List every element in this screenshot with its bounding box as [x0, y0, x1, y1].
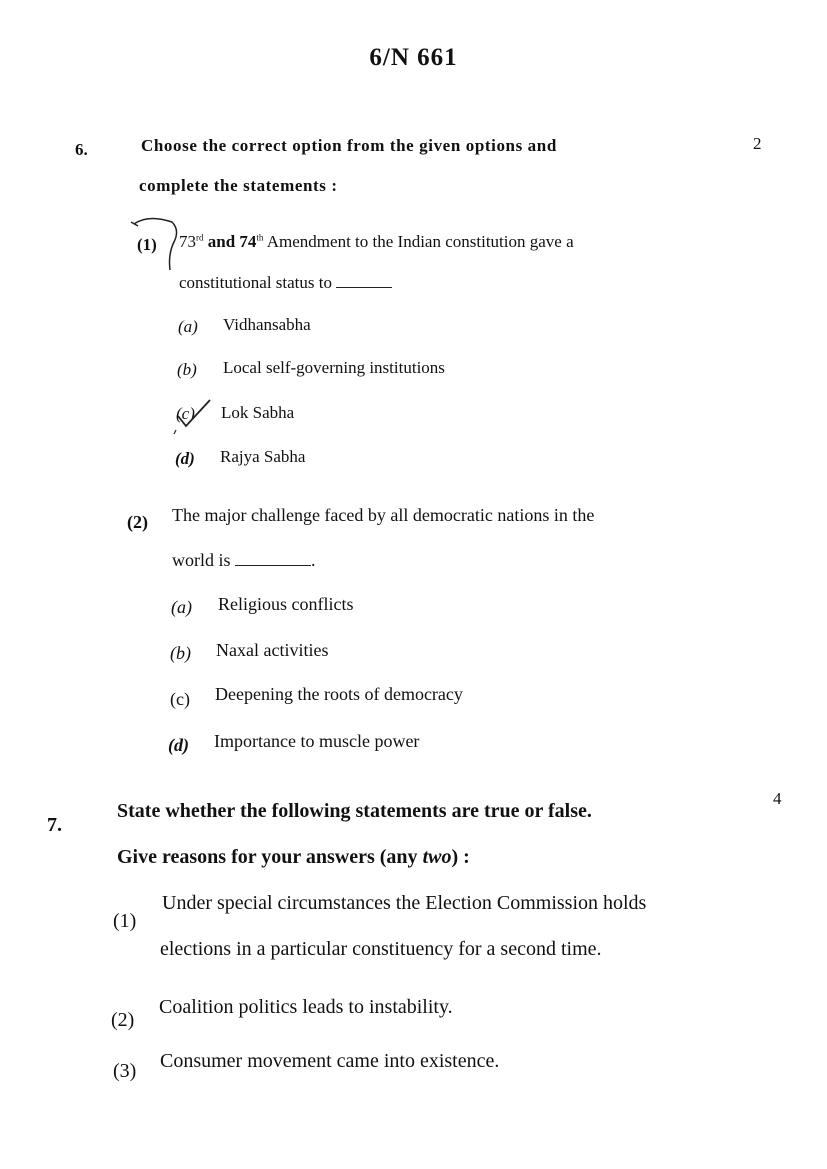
q6-item1-line1: 73rd and 74th Amendment to the Indian constitution gave a: [179, 232, 574, 251]
question-7-instruction-line1: State whether the following statements are true or false.: [117, 800, 592, 822]
q6-item2-option-a-label: (a): [171, 597, 192, 617]
q7-item3-number: (3): [113, 1060, 137, 1082]
q6-item1-number: (1): [137, 235, 157, 254]
handwritten-tick-mark: [170, 396, 216, 436]
q7-item1-line1: Under special circumstances the Election Commission holds: [162, 892, 647, 914]
q6-item2-line1: The major challenge faced by all democratic nations in the: [172, 505, 595, 525]
q6-item1-option-d-label: (d): [175, 449, 195, 468]
q6-item1-option-a-label: (a): [178, 317, 198, 336]
q6-item2-option-b-label: (b): [170, 643, 191, 663]
question-6-marks: 2: [753, 134, 762, 153]
question-6-number: 6.: [75, 140, 88, 159]
q6-item2-number: (2): [127, 512, 148, 532]
q6-item1-option-b-label: (b): [177, 360, 197, 379]
q6-item1-line2: constitutional status to: [179, 273, 392, 293]
q7-item2-line1: Coalition politics leads to instability.: [159, 996, 453, 1018]
q7-item1-line2: elections in a particular constituency for a second time.: [160, 938, 602, 960]
q6-item1-option-d-text: Rajya Sabha: [220, 447, 306, 466]
question-6-instruction-line2: complete the statements :: [139, 176, 338, 195]
q6-item1-option-c-label: (c): [176, 404, 195, 423]
q6-item2-option-c-label: (c): [170, 689, 190, 709]
q6-item2-option-b-text: Naxal activities: [216, 640, 329, 660]
question-7-marks: 4: [773, 789, 782, 808]
question-7-instruction-line2: Give reasons for your answers (any two) :: [117, 846, 470, 868]
q7-item2-number: (2): [111, 1009, 135, 1031]
question-7-number: 7.: [47, 814, 62, 836]
q6-item2-line2: world is .: [172, 550, 316, 570]
question-6-instruction-line1: Choose the correct option from the given options and: [141, 136, 557, 155]
page-code: 6/N 661: [369, 44, 458, 71]
q6-item2-option-d-label: (d): [168, 735, 189, 755]
q6-item1-option-c-text: Lok Sabha: [221, 403, 295, 422]
q6-item2-option-c-text: Deepening the roots of democracy: [215, 684, 463, 704]
q6-item2-option-d-text: Importance to muscle power: [214, 731, 420, 751]
q6-item1-option-b-text: Local self-governing institutions: [223, 358, 445, 377]
q6-item1-option-a-text: Vidhansabha: [223, 315, 311, 334]
q7-item1-number: (1): [113, 910, 137, 932]
q6-item2-option-a-text: Religious conflicts: [218, 594, 354, 614]
q7-item3-line1: Consumer movement came into existence.: [160, 1050, 500, 1072]
